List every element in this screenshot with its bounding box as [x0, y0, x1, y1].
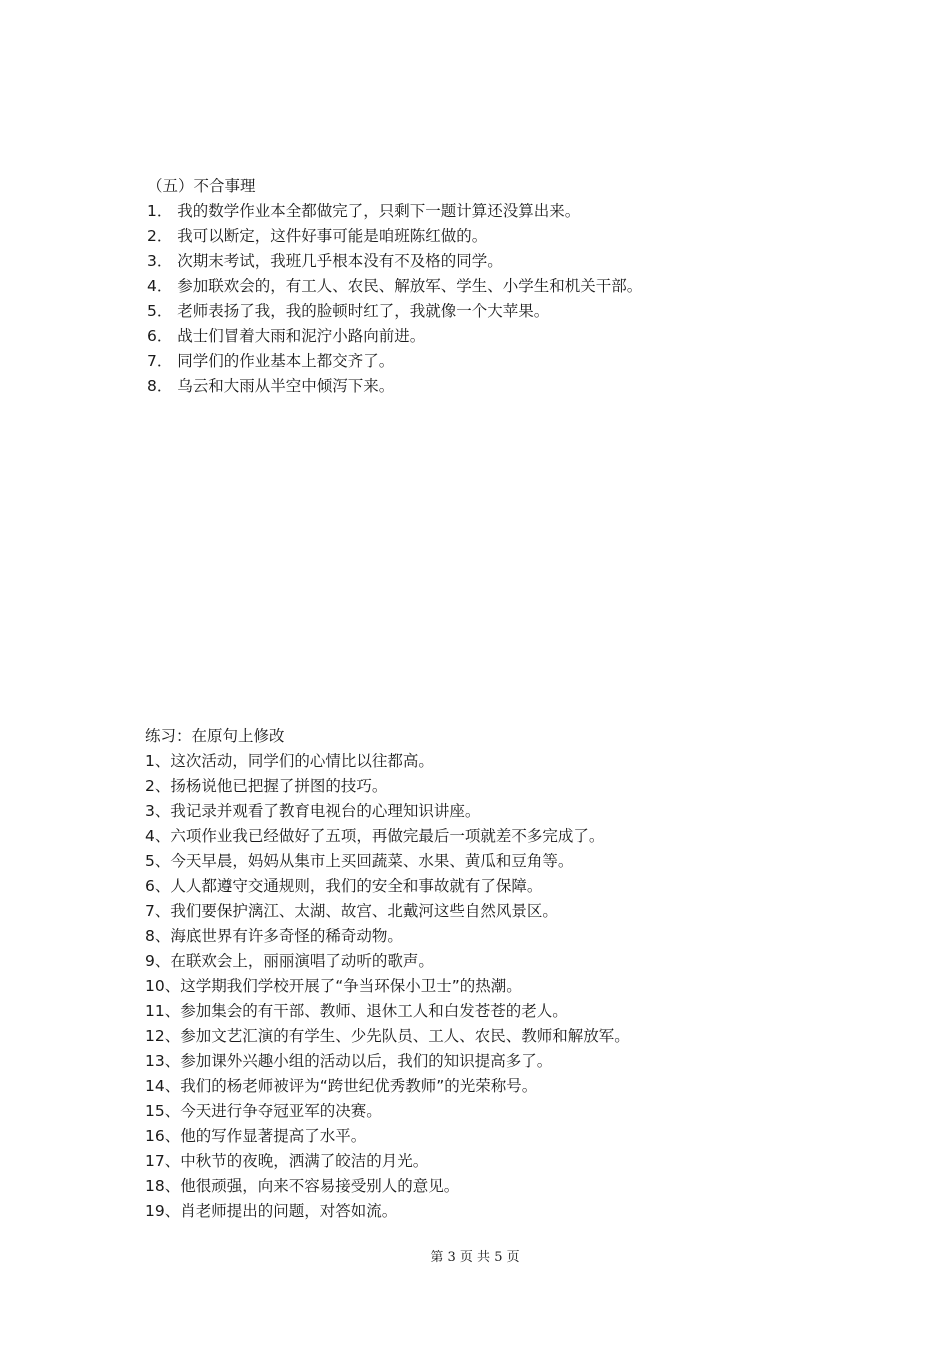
practice-title: 练习：在原句上修改 — [145, 727, 285, 745]
list-item: 2、扬杨说他已把握了拼图的技巧。 — [145, 777, 388, 795]
list-item: 4． 参加联欢会的，有工人、农民、解放军、学生、小学生和机关干部。 — [147, 277, 643, 295]
list-item: 19、肖老师提出的问题，对答如流。 — [145, 1202, 398, 1220]
list-item: 14、我们的杨老师被评为“跨世纪优秀教师”的光荣称号。 — [145, 1077, 538, 1095]
list-item: 8． 乌云和大雨从半空中倾泻下来。 — [147, 377, 395, 395]
list-item: 11、参加集会的有干部、教师、退休工人和白发苍苍的老人。 — [145, 1002, 568, 1020]
list-item: 3、我记录并观看了教育电视台的心理知识讲座。 — [145, 802, 481, 820]
list-item: 16、他的写作显著提高了水平。 — [145, 1127, 367, 1145]
list-item: 1、这次活动，同学们的心情比以往都高。 — [145, 752, 434, 770]
page-footer: 第 3 页 共 5 页 — [430, 1250, 520, 1265]
list-item: 9、在联欢会上，丽丽演唱了动听的歌声。 — [145, 952, 434, 970]
list-item: 3． 次期末考试，我班几乎根本没有不及格的同学。 — [147, 252, 503, 270]
list-item: 6． 战士们冒着大雨和泥泞小路向前进。 — [147, 327, 426, 345]
list-item: 7、我们要保护漓江、太湖、故宫、北戴河这些自然风景区。 — [145, 902, 558, 920]
list-item: 1． 我的数学作业本全都做完了，只剩下一题计算还没算出来。 — [147, 202, 581, 220]
list-item: 15、今天进行争夺冠亚军的决赛。 — [145, 1102, 382, 1120]
list-item: 7． 同学们的作业基本上都交齐了。 — [147, 352, 395, 370]
list-item: 17、中秋节的夜晚，洒满了皎洁的月光。 — [145, 1152, 429, 1170]
section-five-title: （五）不合事理 — [147, 177, 256, 195]
list-item: 5、今天早晨，妈妈从集市上买回蔬菜、水果、黄瓜和豆角等。 — [145, 852, 574, 870]
list-item: 8、海底世界有许多奇怪的稀奇动物。 — [145, 927, 403, 945]
list-item: 12、参加文艺汇演的有学生、少先队员、工人、农民、教师和解放军。 — [145, 1027, 630, 1045]
list-item: 6、人人都遵守交通规则，我们的安全和事故就有了保障。 — [145, 877, 543, 895]
list-item: 13、参加课外兴趣小组的活动以后，我们的知识提高多了。 — [145, 1052, 553, 1070]
list-item: 10、这学期我们学校开展了“争当环保小卫士”的热潮。 — [145, 977, 522, 995]
list-item: 5． 老师表扬了我，我的脸顿时红了，我就像一个大苹果。 — [147, 302, 550, 320]
list-item: 4、六项作业我已经做好了五项，再做完最后一项就差不多完成了。 — [145, 827, 605, 845]
list-item: 18、他很顽强，向来不容易接受别人的意见。 — [145, 1177, 460, 1195]
list-item: 2． 我可以断定，这件好事可能是咱班陈红做的。 — [147, 227, 488, 245]
